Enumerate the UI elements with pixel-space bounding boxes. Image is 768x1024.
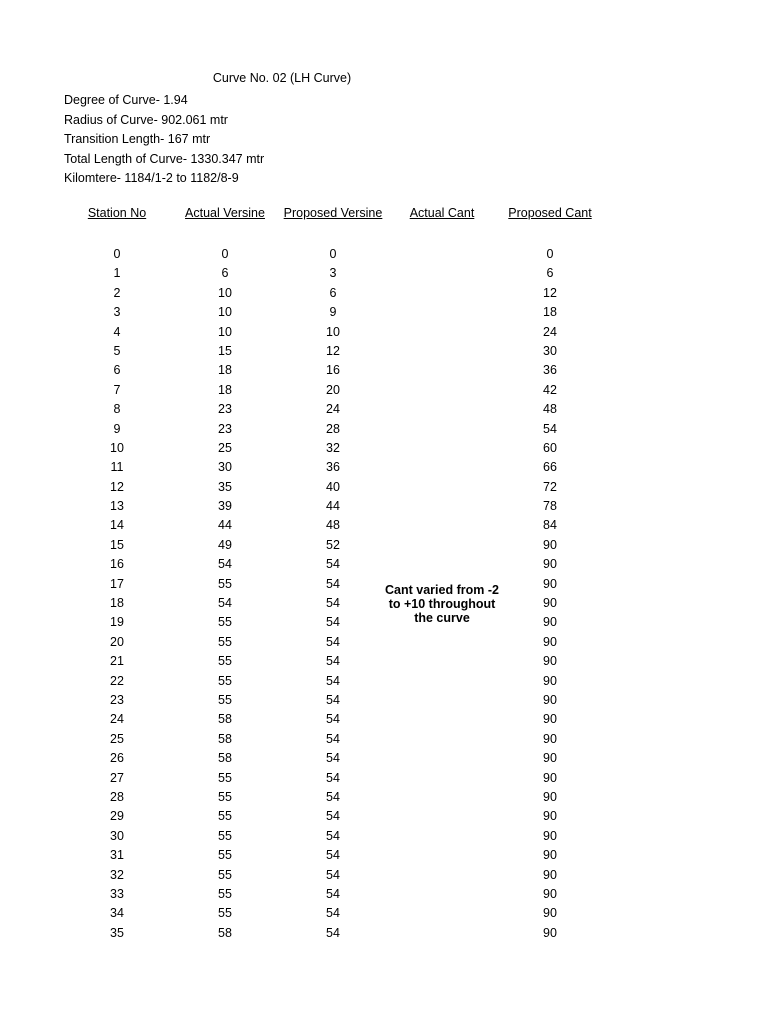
actual-versine-cell: 55	[218, 615, 232, 630]
table-row	[0, 867, 768, 886]
proposed-versine-cell: 54	[326, 615, 340, 630]
proposed-versine-cell: 54	[326, 596, 340, 611]
station-no-cell: 14	[110, 518, 124, 533]
proposed-cant-cell: 84	[543, 518, 557, 533]
actual-versine-cell: 10	[218, 285, 232, 300]
actual-versine-cell: 55	[218, 789, 232, 804]
actual-versine-cell: 58	[218, 751, 232, 766]
station-no-cell: 23	[110, 692, 124, 707]
proposed-cant-cell: 90	[543, 557, 557, 572]
station-no-cell: 6	[113, 363, 121, 378]
proposed-cant-cell: 90	[543, 673, 557, 688]
table-row	[0, 634, 768, 653]
transition-length: Transition Length- 167 mtr	[64, 132, 211, 147]
radius-of-curve: Radius of Curve- 902.061 mtr	[64, 112, 228, 127]
actual-versine-cell: 15	[218, 343, 232, 358]
actual-versine-cell: 55	[218, 770, 232, 785]
proposed-cant-cell: 30	[543, 343, 557, 358]
actual-versine-cell: 54	[218, 596, 232, 611]
proposed-versine-cell: 54	[326, 867, 340, 882]
proposed-cant-cell: 90	[543, 828, 557, 843]
proposed-versine-cell: 54	[326, 692, 340, 707]
proposed-cant-cell: 90	[543, 576, 557, 591]
table-row	[0, 731, 768, 750]
kilometre-range: Kilomtere- 1184/1-2 to 1182/8-9	[64, 171, 239, 186]
proposed-versine-cell: 54	[326, 886, 340, 901]
header-actual-versine: Actual Versine	[185, 206, 265, 220]
proposed-cant-cell: 18	[543, 305, 557, 320]
page-title: Curve No. 02 (LH Curve)	[212, 71, 352, 85]
actual-versine-cell: 55	[218, 867, 232, 882]
station-no-cell: 25	[110, 731, 124, 746]
proposed-versine-cell: 12	[326, 343, 340, 358]
station-no-cell: 29	[110, 809, 124, 824]
proposed-cant-cell: 72	[543, 479, 557, 494]
proposed-versine-cell: 54	[326, 809, 340, 824]
proposed-versine-cell: 16	[326, 363, 340, 378]
proposed-cant-cell: 42	[543, 382, 557, 397]
table-row	[0, 401, 768, 420]
proposed-versine-cell: 54	[326, 789, 340, 804]
station-no-cell: 9	[113, 421, 121, 436]
actual-versine-cell: 30	[218, 460, 232, 475]
degree-of-curve: Degree of Curve- 1.94	[64, 93, 188, 107]
station-no-cell: 33	[110, 886, 124, 901]
station-no-cell: 18	[110, 596, 124, 611]
actual-versine-cell: 58	[218, 712, 232, 727]
proposed-cant-cell: 36	[543, 363, 557, 378]
table-row	[0, 479, 768, 498]
proposed-versine-cell: 54	[326, 654, 340, 669]
station-no-cell: 21	[110, 654, 124, 669]
proposed-versine-cell: 36	[326, 460, 340, 475]
table-row	[0, 556, 768, 575]
table-row	[0, 265, 768, 284]
proposed-cant-cell: 90	[543, 596, 557, 611]
proposed-versine-cell: 48	[326, 518, 340, 533]
proposed-versine-cell: 28	[326, 421, 340, 436]
proposed-cant-cell: 90	[543, 751, 557, 766]
proposed-cant-cell: 90	[543, 925, 557, 940]
station-no-cell: 34	[110, 906, 124, 921]
actual-versine-cell: 39	[218, 499, 232, 514]
actual-versine-cell: 6	[221, 266, 229, 281]
table-row	[0, 673, 768, 692]
proposed-versine-cell: 3	[329, 266, 337, 281]
table-row	[0, 828, 768, 847]
header-actual-cant: Actual Cant	[409, 206, 475, 220]
table-row	[0, 382, 768, 401]
proposed-cant-cell: 90	[543, 886, 557, 901]
proposed-versine-cell: 54	[326, 906, 340, 921]
proposed-cant-cell: 48	[543, 402, 557, 417]
proposed-cant-cell: 78	[543, 499, 557, 514]
station-no-cell: 16	[110, 557, 124, 572]
table-row	[0, 459, 768, 478]
table-row	[0, 905, 768, 924]
proposed-cant-cell: 90	[543, 712, 557, 727]
actual-versine-cell: 25	[218, 440, 232, 455]
proposed-versine-cell: 24	[326, 402, 340, 417]
station-no-cell: 20	[110, 634, 124, 649]
header-proposed-versine: Proposed Versine	[283, 206, 383, 220]
table-row	[0, 362, 768, 381]
actual-versine-cell: 35	[218, 479, 232, 494]
table-row	[0, 789, 768, 808]
table-row	[0, 847, 768, 866]
station-no-cell: 15	[110, 537, 124, 552]
actual-versine-cell: 55	[218, 692, 232, 707]
table-row	[0, 246, 768, 265]
proposed-cant-cell: 12	[543, 285, 557, 300]
proposed-versine-cell: 54	[326, 925, 340, 940]
table-row	[0, 925, 768, 944]
station-no-cell: 4	[113, 324, 121, 339]
proposed-cant-cell: 54	[543, 421, 557, 436]
proposed-versine-cell: 20	[326, 382, 340, 397]
table-row	[0, 421, 768, 440]
proposed-cant-cell: 6	[546, 266, 554, 281]
proposed-versine-cell: 6	[329, 285, 337, 300]
proposed-cant-cell: 90	[543, 789, 557, 804]
table-row	[0, 750, 768, 769]
station-no-cell: 8	[113, 402, 121, 417]
actual-versine-cell: 58	[218, 731, 232, 746]
proposed-cant-cell: 24	[543, 324, 557, 339]
station-no-cell: 35	[110, 925, 124, 940]
actual-versine-cell: 55	[218, 809, 232, 824]
table-row	[0, 285, 768, 304]
header-station-no: Station No	[87, 206, 147, 220]
total-length: Total Length of Curve- 1330.347 mtr	[64, 151, 265, 166]
proposed-versine-cell: 54	[326, 828, 340, 843]
station-no-cell: 2	[113, 285, 121, 300]
proposed-versine-cell: 54	[326, 731, 340, 746]
actual-versine-cell: 54	[218, 557, 232, 572]
station-no-cell: 19	[110, 615, 124, 630]
station-no-cell: 10	[110, 440, 124, 455]
table-row	[0, 808, 768, 827]
proposed-cant-cell: 90	[543, 615, 557, 630]
station-no-cell: 31	[110, 848, 124, 863]
table-row	[0, 886, 768, 905]
proposed-cant-cell: 90	[543, 770, 557, 785]
table-row	[0, 692, 768, 711]
station-no-cell: 28	[110, 789, 124, 804]
actual-versine-cell: 55	[218, 906, 232, 921]
station-no-cell: 11	[110, 460, 124, 475]
actual-versine-cell: 44	[218, 518, 232, 533]
table-row	[0, 770, 768, 789]
proposed-cant-cell: 90	[543, 848, 557, 863]
station-no-cell: 22	[110, 673, 124, 688]
actual-versine-cell: 55	[218, 886, 232, 901]
table-row	[0, 304, 768, 323]
station-no-cell: 26	[110, 751, 124, 766]
actual-versine-cell: 49	[218, 537, 232, 552]
proposed-cant-cell: 60	[543, 440, 557, 455]
table-row	[0, 343, 768, 362]
proposed-cant-cell: 90	[543, 692, 557, 707]
proposed-cant-cell: 90	[543, 654, 557, 669]
table-row	[0, 537, 768, 556]
table-row	[0, 440, 768, 459]
station-no-cell: 13	[110, 499, 124, 514]
table-row	[0, 653, 768, 672]
proposed-versine-cell: 54	[326, 576, 340, 591]
table-row	[0, 498, 768, 517]
proposed-cant-cell: 90	[543, 634, 557, 649]
proposed-cant-cell: 0	[546, 247, 554, 261]
proposed-versine-cell: 54	[326, 634, 340, 649]
table-row	[0, 711, 768, 730]
proposed-cant-cell: 90	[543, 731, 557, 746]
proposed-cant-cell: 90	[543, 867, 557, 882]
station-no-cell: 30	[110, 828, 124, 843]
proposed-versine-cell: 54	[326, 751, 340, 766]
proposed-versine-cell: 54	[326, 712, 340, 727]
proposed-versine-cell: 9	[329, 305, 337, 320]
actual-versine-cell: 55	[218, 634, 232, 649]
station-no-cell: 3	[113, 305, 121, 320]
proposed-versine-cell: 54	[326, 770, 340, 785]
station-no-cell: 17	[110, 576, 124, 591]
table-header	[0, 206, 768, 224]
proposed-versine-cell: 32	[326, 440, 340, 455]
proposed-versine-cell: 0	[329, 247, 337, 261]
table-row	[0, 517, 768, 536]
actual-versine-cell: 10	[218, 305, 232, 320]
actual-versine-cell: 55	[218, 673, 232, 688]
station-no-cell: 0	[113, 247, 121, 261]
actual-versine-cell: 0	[221, 247, 229, 261]
actual-versine-cell: 55	[218, 828, 232, 843]
actual-versine-cell: 23	[218, 402, 232, 417]
proposed-cant-cell: 66	[543, 460, 557, 475]
proposed-versine-cell: 54	[326, 557, 340, 572]
station-no-cell: 12	[110, 479, 124, 494]
actual-cant-note: Cant varied from -2 to +10 throughout the curve	[385, 583, 499, 625]
proposed-versine-cell: 10	[326, 324, 340, 339]
actual-versine-cell: 18	[218, 363, 232, 378]
proposed-cant-cell: 90	[543, 809, 557, 824]
curve-details	[64, 91, 264, 189]
station-no-cell: 7	[113, 382, 121, 397]
table-row	[0, 324, 768, 343]
actual-versine-cell: 58	[218, 925, 232, 940]
header-proposed-cant: Proposed Cant	[508, 206, 592, 220]
station-no-cell: 24	[110, 712, 124, 727]
actual-versine-cell: 55	[218, 576, 232, 591]
proposed-cant-cell: 90	[543, 906, 557, 921]
actual-versine-cell: 18	[218, 382, 232, 397]
proposed-versine-cell: 44	[326, 499, 340, 514]
actual-versine-cell: 23	[218, 421, 232, 436]
actual-versine-cell: 55	[218, 848, 232, 863]
proposed-versine-cell: 52	[326, 537, 340, 552]
station-no-cell: 1	[113, 266, 121, 281]
actual-versine-cell: 10	[218, 324, 232, 339]
proposed-versine-cell: 40	[326, 479, 340, 494]
proposed-versine-cell: 54	[326, 673, 340, 688]
actual-versine-cell: 55	[218, 654, 232, 669]
proposed-cant-cell: 90	[543, 537, 557, 552]
station-no-cell: 5	[113, 343, 121, 358]
station-no-cell: 32	[110, 867, 124, 882]
station-no-cell: 27	[110, 770, 124, 785]
proposed-versine-cell: 54	[326, 848, 340, 863]
